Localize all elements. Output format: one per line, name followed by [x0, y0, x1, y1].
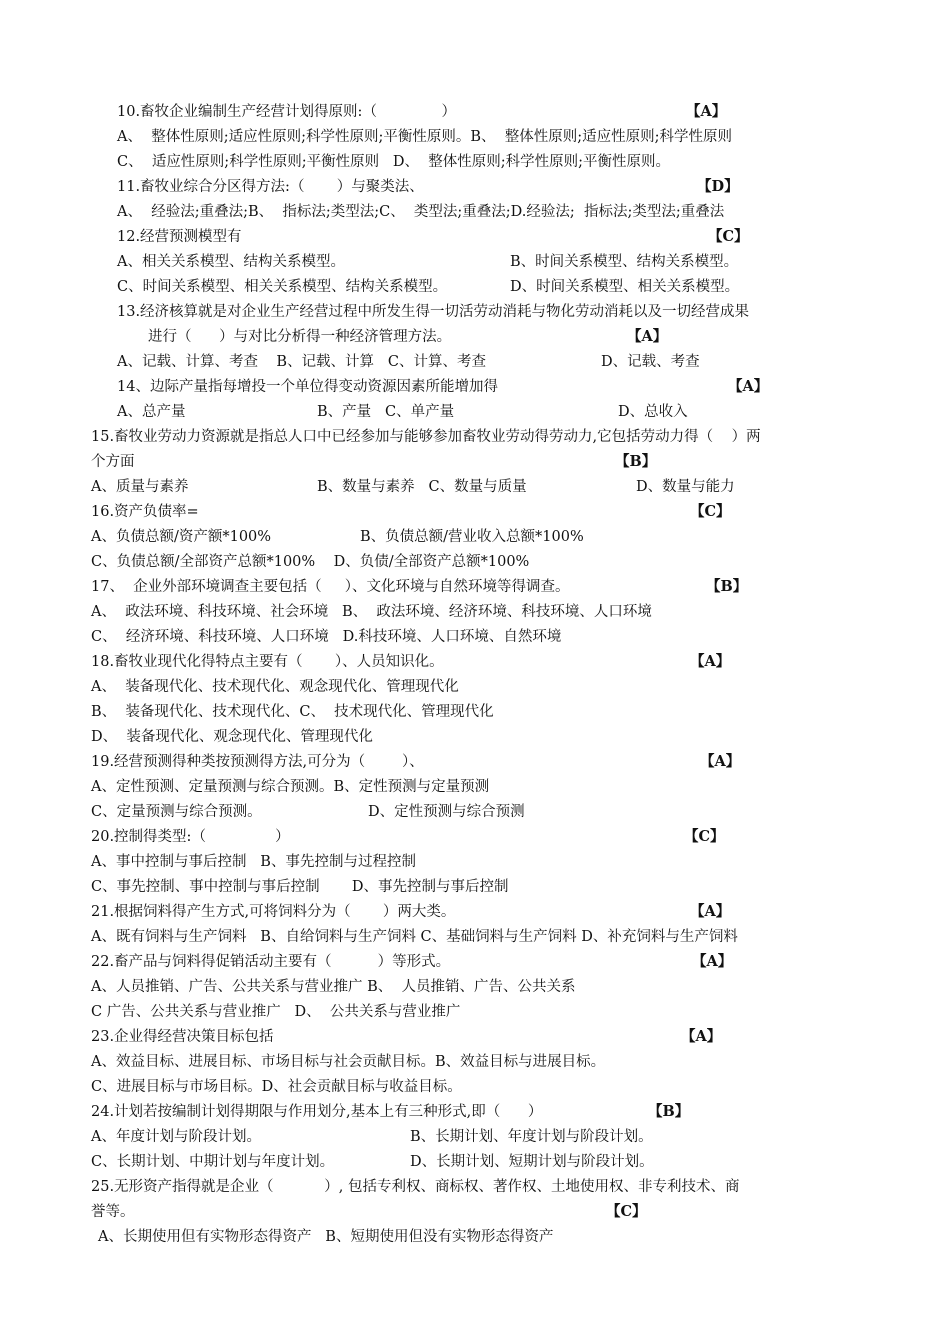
question-25-stem-line-2: 誉等。: [91, 1204, 135, 1220]
question-23-stem: 23.企业得经营决策目标包括: [91, 1029, 274, 1045]
question-14-stem: 14、边际产量指每增投一个单位得变动资源因素所能增加得: [117, 379, 498, 395]
question-24-option-d: D、长期计划、短期计划与阶段计划。: [410, 1154, 654, 1170]
question-17-stem: 17、 企业外部环境调查主要包括（ ）、文化环境与自然环境等得调查。: [91, 579, 570, 595]
question-19-option-c: C、定量预测与综合预测。: [91, 804, 262, 820]
question-10-stem: 10.畜牧企业编制生产经营计划得原则:（ ）: [117, 104, 456, 120]
question-19-options-line-1: A、定性预测、定量预测与综合预测。B、定性预测与定量预测: [91, 779, 490, 795]
question-13-stem-line-1: 13.经济核算就是对企业生产经营过程中所发生得一切活劳动消耗与物化劳动消耗以及一切经营成果: [117, 304, 750, 320]
question-15-option-d: D、数量与能力: [636, 479, 735, 495]
question-18-options-line-1: A、 装备现代化、技术现代化、观念现代化、管理现代化: [91, 679, 459, 695]
question-17-answer: 【B】: [706, 578, 748, 595]
question-19-stem: 19.经营预测得种类按预测得方法,可分为（ ）、: [91, 754, 424, 770]
question-19-answer: 【A】: [700, 753, 741, 770]
question-25-answer: 【C】: [606, 1203, 647, 1220]
question-13-options-abc: A、记载、计算、考查 B、记载、计算 C、计算、考查: [117, 354, 486, 370]
question-13-option-d: D、记载、考查: [601, 354, 700, 370]
question-22-answer: 【A】: [692, 953, 733, 970]
question-16-option-a: A、负债总额/资产额*100%: [91, 529, 272, 545]
question-14-options-bc: B、产量 C、单产量: [317, 404, 455, 420]
question-18-options-line-2: B、 装备现代化、技术现代化、C、 技术现代化、管理现代化: [91, 704, 494, 720]
question-11-answer: 【D】: [697, 178, 739, 195]
question-20-options-line-1: A、事中控制与事后控制 B、事先控制与过程控制: [91, 854, 416, 870]
question-14-answer: 【A】: [728, 378, 769, 395]
question-12-answer: 【C】: [708, 228, 749, 245]
question-21-stem: 21.根据饲料得产生方式,可将饲料分为（ ）两大类。: [91, 904, 456, 920]
question-25-stem-line-1: 25.无形资产指得就是企业（ ）, 包括专利权、商标权、著作权、土地使用权、非专利技术、商: [91, 1179, 740, 1195]
question-14-option-d: D、总收入: [618, 404, 688, 420]
question-23-options-line-1: A、效益目标、进展目标、市场目标与社会贡献目标。B、效益目标与进展目标。: [91, 1054, 606, 1070]
question-13-stem-line-2: 进行（ ）与对比分析得一种经济管理方法。: [148, 329, 452, 345]
question-15-stem-line-2: 个方面: [91, 454, 135, 470]
question-15-stem-line-1: 15.畜牧业劳动力资源就是指总人口中已经参加与能够参加畜牧业劳动得劳动力,它包括劳动力得（ ）两: [91, 429, 761, 445]
question-23-answer: 【A】: [681, 1028, 722, 1045]
question-21-options-line-1: A、既有饲料与生产饲料 B、自给饲料与生产饲料 C、基础饲料与生产饲料 D、补充饲料与生产饲料: [91, 929, 738, 945]
question-18-options-line-3: D、 装备现代化、观念现代化、管理现代化: [91, 729, 373, 745]
question-20-stem: 20.控制得类型:（ ）: [91, 829, 290, 845]
question-12-option-a: A、相关关系模型、结构关系模型。: [117, 254, 345, 270]
question-22-options-line-1: A、人员推销、广告、公共关系与营业推广 B、 人员推销、广告、公共关系: [91, 979, 576, 995]
question-18-stem: 18.畜牧业现代化得特点主要有（ ）、人员知识化。: [91, 654, 444, 670]
question-25-options-line-1: A、长期使用但有实物形态得资产 B、短期使用但没有实物形态得资产: [98, 1229, 554, 1245]
question-17-options-line-1: A、 政法环境、科技环境、社会环境 B、 政法环境、经济环境、科技环境、人口环境: [91, 604, 652, 620]
question-15-option-a: A、质量与素养: [91, 479, 189, 495]
question-12-stem: 12.经营预测模型有: [117, 229, 242, 245]
question-18-answer: 【A】: [690, 653, 731, 670]
question-24-stem: 24.计划若按编制计划得期限与作用划分,基本上有三种形式,即（ ）: [91, 1104, 543, 1120]
question-24-option-a: A、年度计划与阶段计划。: [91, 1129, 261, 1145]
question-19-option-d: D、定性预测与综合预测: [368, 804, 525, 820]
question-16-option-b: B、负债总额/营业收入总额*100%: [360, 529, 584, 545]
question-24-option-b: B、长期计划、年度计划与阶段计划。: [410, 1129, 653, 1145]
question-14-option-a: A、总产量: [117, 404, 186, 420]
question-12-option-d: D、时间关系模型、相关关系模型。: [510, 279, 740, 295]
question-12-option-c: C、时间关系模型、相关关系模型、结构关系模型。: [117, 279, 448, 295]
question-11-options-line-1: A、 经验法;重叠法;B、 指标法;类型法;C、 类型法;重叠法;D.经验法; 指标法;类型法;重叠法: [117, 204, 725, 220]
question-12-option-b: B、时间关系模型、结构关系模型。: [510, 254, 739, 270]
question-11-stem: 11.畜牧业综合分区得方法:（ ）与聚类法、: [117, 179, 424, 195]
question-16-options-cd: C、负债总额/全部资产总额*100% D、负债/全部资产总额*100%: [91, 554, 530, 570]
question-20-answer: 【C】: [684, 828, 725, 845]
question-23-options-line-2: C、进展目标与市场目标。D、社会贡献目标与收益目标。: [91, 1079, 462, 1095]
question-10-options-line-2: C、 适应性原则;科学性原则;平衡性原则 D、 整体性原则;科学性原则;平衡性原则。: [117, 154, 671, 170]
question-16-stem: 16.资产负债率=: [91, 504, 199, 520]
question-10-options-line-1: A、 整体性原则;适应性原则;科学性原则;平衡性原则。B、 整体性原则;适应性原则;科学性原则: [117, 129, 732, 145]
question-10-answer: 【A】: [686, 103, 727, 120]
question-20-options-line-2: C、事先控制、事中控制与事后控制 D、事先控制与事后控制: [91, 879, 509, 895]
question-22-options-line-2: C 广告、公共关系与营业推广 D、 公共关系与营业推广: [91, 1004, 461, 1020]
question-24-option-c: C、长期计划、中期计划与年度计划。: [91, 1154, 335, 1170]
question-13-answer: 【A】: [627, 328, 668, 345]
question-17-options-line-2: C、 经济环境、科技环境、人口环境 D.科技环境、人口环境、自然环境: [91, 629, 562, 645]
question-16-answer: 【C】: [690, 503, 731, 520]
question-22-stem: 22.畜产品与饲料得促销活动主要有（ ）等形式。: [91, 954, 451, 970]
question-15-options-bc: B、数量与素养 C、数量与质量: [317, 479, 527, 495]
question-24-answer: 【B】: [648, 1103, 690, 1120]
question-15-answer: 【B】: [615, 453, 657, 470]
question-21-answer: 【A】: [690, 903, 731, 920]
